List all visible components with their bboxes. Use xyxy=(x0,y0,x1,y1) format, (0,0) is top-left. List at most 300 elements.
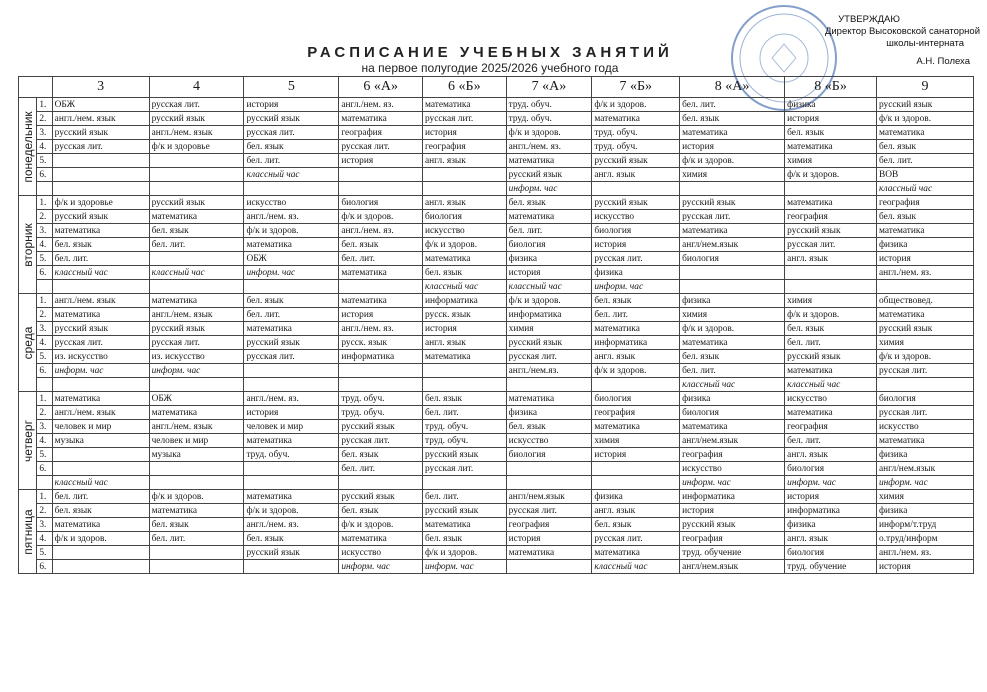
lesson-cell: англ. язык xyxy=(422,196,506,210)
day-label xyxy=(19,392,37,490)
lesson-cell: бел. лит. xyxy=(785,336,877,350)
lesson-cell: ОБЖ xyxy=(52,98,149,112)
lesson-number: 4. xyxy=(37,140,52,154)
lesson-cell: ф/к и здоров. xyxy=(244,504,339,518)
lesson-cell: ф/к и здоров. xyxy=(422,238,506,252)
lesson-cell: химия xyxy=(876,336,973,350)
lesson-cell: география xyxy=(680,448,785,462)
lesson-cell: информ/т.труд xyxy=(876,518,973,532)
day-label xyxy=(19,196,37,294)
lesson-cell xyxy=(422,378,506,392)
lesson-cell: математика xyxy=(592,420,680,434)
lesson-number xyxy=(37,476,52,490)
lesson-cell: русская лит. xyxy=(876,406,973,420)
lesson-cell: русский язык xyxy=(422,448,506,462)
approval-block xyxy=(750,14,980,68)
lesson-cell: англ/нем.язык xyxy=(680,434,785,448)
lesson-cell: география xyxy=(506,518,592,532)
class-header-cell: 4 xyxy=(149,77,244,98)
lesson-cell: математика xyxy=(422,518,506,532)
lesson-cell xyxy=(149,378,244,392)
lesson-cell: русский язык xyxy=(339,490,423,504)
lesson-cell xyxy=(52,378,149,392)
lesson-number: 1. xyxy=(37,196,52,210)
lesson-cell: труд. обуч. xyxy=(506,98,592,112)
class-header-cell: 3 xyxy=(52,77,149,98)
lesson-cell xyxy=(244,462,339,476)
lesson-cell: история xyxy=(680,140,785,154)
lesson-cell: математика xyxy=(785,406,877,420)
lesson-cell: информ. час xyxy=(422,560,506,574)
lesson-cell: англ./нем. яз. xyxy=(339,224,423,238)
lesson-cell: биология xyxy=(339,196,423,210)
lesson-cell: химия xyxy=(680,168,785,182)
lesson-row xyxy=(19,462,974,476)
lesson-cell: биология xyxy=(785,462,877,476)
lesson-cell: русская лит. xyxy=(244,126,339,140)
lesson-cell: история xyxy=(244,406,339,420)
lesson-cell: математика xyxy=(149,294,244,308)
lesson-cell xyxy=(592,476,680,490)
lesson-cell: классный час xyxy=(52,266,149,280)
lesson-row xyxy=(19,294,974,308)
lesson-cell: музыка xyxy=(149,448,244,462)
lesson-cell xyxy=(506,378,592,392)
lesson-cell: русская лит. xyxy=(52,140,149,154)
lesson-cell: математика xyxy=(876,126,973,140)
class-header-cell: 8 «Б» xyxy=(785,77,877,98)
lesson-cell: русский язык xyxy=(506,168,592,182)
lesson-row xyxy=(19,406,974,420)
lesson-cell: русский язык xyxy=(52,126,149,140)
lesson-number xyxy=(37,182,52,196)
lesson-cell: англ. язык xyxy=(592,350,680,364)
lesson-row xyxy=(19,532,974,546)
lesson-cell: математика xyxy=(506,392,592,406)
lesson-cell: математика xyxy=(506,546,592,560)
lesson-cell: биология xyxy=(876,392,973,406)
lesson-number: 1. xyxy=(37,392,52,406)
lesson-cell: математика xyxy=(339,112,423,126)
lesson-cell: русский язык xyxy=(785,350,877,364)
lesson-cell: труд. обучение xyxy=(680,546,785,560)
lesson-cell: бел. лит. xyxy=(592,308,680,322)
lesson-cell: труд. обучение xyxy=(785,560,877,574)
lesson-number: 3. xyxy=(37,518,52,532)
lesson-number: 1. xyxy=(37,98,52,112)
lesson-cell: ф/к и здоров. xyxy=(506,126,592,140)
lesson-number: 2. xyxy=(37,112,52,126)
lesson-cell: русская лит. xyxy=(506,504,592,518)
lesson-cell: англ./нем. язык xyxy=(149,126,244,140)
lesson-cell: математика xyxy=(506,210,592,224)
lesson-cell: математика xyxy=(422,350,506,364)
lesson-cell xyxy=(680,280,785,294)
lesson-cell xyxy=(506,476,592,490)
lesson-cell: русская лит. xyxy=(149,336,244,350)
lesson-cell xyxy=(785,280,877,294)
lesson-cell: русск. язык xyxy=(422,308,506,322)
lesson-cell: русский язык xyxy=(876,322,973,336)
lesson-cell: история xyxy=(244,98,339,112)
lesson-cell xyxy=(52,546,149,560)
lesson-cell xyxy=(52,154,149,168)
lesson-cell xyxy=(422,476,506,490)
day-name: вторник xyxy=(20,222,35,267)
lesson-cell: физика xyxy=(592,490,680,504)
lesson-cell: физика xyxy=(785,98,877,112)
lesson-cell xyxy=(149,476,244,490)
lesson-cell: ф/к и здоров. xyxy=(876,112,973,126)
lesson-row xyxy=(19,280,974,294)
lesson-cell xyxy=(876,378,973,392)
lesson-cell: математика xyxy=(785,196,877,210)
lesson-cell: информ. час xyxy=(680,476,785,490)
lesson-cell: математика xyxy=(52,308,149,322)
lesson-cell: ф/к и здоров. xyxy=(244,224,339,238)
lesson-cell: русский язык xyxy=(592,196,680,210)
lesson-cell: ОБЖ xyxy=(149,392,244,406)
lesson-cell: физика xyxy=(785,518,877,532)
lesson-cell: история xyxy=(506,266,592,280)
lesson-cell: искусство xyxy=(422,224,506,238)
lesson-cell: география xyxy=(785,420,877,434)
lesson-cell: классный час xyxy=(506,280,592,294)
lesson-cell: информатика xyxy=(506,308,592,322)
lesson-cell: человек и мир xyxy=(149,434,244,448)
lesson-cell: математика xyxy=(244,434,339,448)
lesson-cell: труд. обуч. xyxy=(592,126,680,140)
lesson-cell: русский язык xyxy=(680,518,785,532)
lesson-cell: физика xyxy=(876,238,973,252)
lesson-cell: англ./нем. яз. xyxy=(506,140,592,154)
lesson-cell: бел. лит. xyxy=(680,98,785,112)
lesson-cell: бел. лит. xyxy=(52,252,149,266)
lesson-cell xyxy=(339,378,423,392)
lesson-cell: ф/к и здоров. xyxy=(52,532,149,546)
lesson-cell: русский язык xyxy=(506,336,592,350)
lesson-cell xyxy=(785,182,877,196)
lesson-cell xyxy=(244,378,339,392)
lesson-cell: труд. обуч. xyxy=(339,406,423,420)
lesson-cell: бел. язык xyxy=(339,448,423,462)
lesson-cell: англ./нем. язык xyxy=(52,294,149,308)
lesson-number: 3. xyxy=(37,126,52,140)
lesson-cell: математика xyxy=(785,140,877,154)
lesson-row xyxy=(19,112,974,126)
lesson-cell xyxy=(339,168,423,182)
lesson-row xyxy=(19,252,974,266)
lesson-cell: биология xyxy=(680,252,785,266)
lesson-cell: англ./нем. яз. xyxy=(244,210,339,224)
lesson-cell: бел. язык xyxy=(876,140,973,154)
lesson-number: 2. xyxy=(37,504,52,518)
lesson-row xyxy=(19,350,974,364)
lesson-cell: ф/к и здоровье xyxy=(149,140,244,154)
lesson-cell: англ./нем. яз. xyxy=(339,322,423,336)
class-header-cell: 8 «А» xyxy=(680,77,785,98)
lesson-cell: бел. лит. xyxy=(785,434,877,448)
lesson-number: 2. xyxy=(37,406,52,420)
lesson-cell xyxy=(52,560,149,574)
lesson-cell: русская лит. xyxy=(339,434,423,448)
lesson-row xyxy=(19,518,974,532)
lesson-cell xyxy=(876,280,973,294)
lesson-cell: русский язык xyxy=(244,112,339,126)
lesson-number: 4. xyxy=(37,238,52,252)
lesson-cell: русская лит. xyxy=(506,350,592,364)
lesson-row xyxy=(19,210,974,224)
lesson-cell: химия xyxy=(785,154,877,168)
lesson-cell: математика xyxy=(680,126,785,140)
lesson-cell xyxy=(422,168,506,182)
lesson-cell xyxy=(244,476,339,490)
lesson-cell: информ. час xyxy=(244,266,339,280)
lesson-cell: англ./нем.яз. xyxy=(506,364,592,378)
lesson-cell: русская лит. xyxy=(244,350,339,364)
lesson-number: 6. xyxy=(37,560,52,574)
lesson-cell xyxy=(149,462,244,476)
lesson-cell: география xyxy=(680,532,785,546)
lesson-cell: математика xyxy=(149,504,244,518)
schedule-table xyxy=(18,76,974,574)
lesson-cell: математика xyxy=(52,518,149,532)
lesson-cell: англ./нем. язык xyxy=(52,112,149,126)
class-header-cell: 6 «Б» xyxy=(422,77,506,98)
lesson-cell: русский язык xyxy=(339,420,423,434)
lesson-cell: англ. язык xyxy=(785,252,877,266)
lesson-cell: биология xyxy=(592,224,680,238)
lesson-cell: информатика xyxy=(592,336,680,350)
lesson-cell: ф/к и здоров. xyxy=(785,308,877,322)
lesson-cell: ф/к и здоров. xyxy=(785,168,877,182)
lesson-cell: англ. язык xyxy=(592,168,680,182)
lesson-cell: ВОВ xyxy=(876,168,973,182)
lesson-cell: математика xyxy=(244,322,339,336)
lesson-cell xyxy=(785,266,877,280)
lesson-cell: бел. язык xyxy=(422,532,506,546)
lesson-number: 4. xyxy=(37,532,52,546)
lesson-cell: человек и мир xyxy=(52,420,149,434)
lesson-cell: ф/к и здоров. xyxy=(506,294,592,308)
lesson-cell: бел. лит. xyxy=(422,406,506,420)
lesson-cell: биология xyxy=(506,238,592,252)
lesson-cell: ф/к и здоров. xyxy=(149,490,244,504)
lesson-cell xyxy=(339,280,423,294)
lesson-cell: классный час xyxy=(422,280,506,294)
lesson-cell: человек и мир xyxy=(244,420,339,434)
lesson-number: 5. xyxy=(37,448,52,462)
lesson-cell: англ./нем. яз. xyxy=(244,518,339,532)
lesson-number: 4. xyxy=(37,434,52,448)
lesson-cell: бел. язык xyxy=(244,294,339,308)
lesson-cell: классный час xyxy=(680,378,785,392)
lesson-cell xyxy=(52,168,149,182)
lesson-row xyxy=(19,560,974,574)
lesson-cell xyxy=(680,266,785,280)
lesson-cell: англ./нем. яз. xyxy=(876,546,973,560)
lesson-number: 5. xyxy=(37,350,52,364)
lesson-number: 3. xyxy=(37,420,52,434)
lesson-cell: физика xyxy=(680,294,785,308)
lesson-cell: математика xyxy=(680,420,785,434)
lesson-cell: физика xyxy=(592,266,680,280)
lesson-cell: англ./нем. яз. xyxy=(339,98,423,112)
lesson-cell: англ./нем. язык xyxy=(52,406,149,420)
lesson-cell: русский язык xyxy=(149,112,244,126)
schedule-body xyxy=(19,98,974,574)
lesson-cell: обществовед. xyxy=(876,294,973,308)
lesson-cell: искусство xyxy=(506,434,592,448)
lesson-number: 2. xyxy=(37,308,52,322)
lesson-cell: англ/нем.язык xyxy=(680,560,785,574)
approval-title: УТВЕРЖДАЮ xyxy=(838,14,900,25)
lesson-row xyxy=(19,490,974,504)
class-header-cell: 9 xyxy=(876,77,973,98)
lesson-cell: информ. час xyxy=(149,364,244,378)
class-header-cell: 7 «А» xyxy=(506,77,592,98)
lesson-cell: русский язык xyxy=(52,210,149,224)
lesson-cell: математика xyxy=(149,406,244,420)
day-label xyxy=(19,294,37,392)
lesson-cell: англ. язык xyxy=(422,336,506,350)
lesson-cell: ф/к и здоров. xyxy=(680,322,785,336)
lesson-cell: музыка xyxy=(52,434,149,448)
lesson-row xyxy=(19,546,974,560)
lesson-cell: математика xyxy=(876,308,973,322)
lesson-number xyxy=(37,280,52,294)
lesson-cell xyxy=(339,476,423,490)
lesson-cell xyxy=(422,364,506,378)
lesson-number: 3. xyxy=(37,322,52,336)
lesson-cell xyxy=(149,182,244,196)
lesson-cell: ф/к и здоров. xyxy=(876,350,973,364)
lesson-cell: биология xyxy=(422,210,506,224)
lesson-cell: русская лит. xyxy=(52,336,149,350)
lesson-cell: информ. час xyxy=(52,364,149,378)
lesson-cell: труд. обуч. xyxy=(422,434,506,448)
lesson-cell xyxy=(244,182,339,196)
lesson-cell: физика xyxy=(876,448,973,462)
lesson-cell: бел. язык xyxy=(244,532,339,546)
lesson-cell: бел. язык xyxy=(506,420,592,434)
lesson-number: 5. xyxy=(37,252,52,266)
lesson-cell: русская лит. xyxy=(592,532,680,546)
lesson-cell: информ. час xyxy=(876,476,973,490)
lesson-cell: биология xyxy=(680,406,785,420)
lesson-cell: труд. обуч. xyxy=(506,112,592,126)
lesson-cell: англ. язык xyxy=(785,532,877,546)
lesson-cell: англ/нем.язык xyxy=(876,462,973,476)
lesson-cell: география xyxy=(592,406,680,420)
lesson-cell: англ./нем. язык xyxy=(149,420,244,434)
lesson-cell: математика xyxy=(244,490,339,504)
lesson-cell: русская лит. xyxy=(876,364,973,378)
lesson-cell: бел. язык xyxy=(592,518,680,532)
lesson-cell: история xyxy=(422,322,506,336)
lesson-cell: математика xyxy=(592,546,680,560)
document-title: РАСПИСАНИЕ УЧЕБНЫХ ЗАНЯТИЙ xyxy=(307,44,673,61)
lesson-cell: англ./нем. яз. xyxy=(876,266,973,280)
lesson-cell: математика xyxy=(339,294,423,308)
lesson-cell: история xyxy=(339,308,423,322)
lesson-cell: бел. лит. xyxy=(244,308,339,322)
lesson-cell xyxy=(149,280,244,294)
lesson-row xyxy=(19,140,974,154)
lesson-number: 6. xyxy=(37,364,52,378)
lesson-cell: информ. час xyxy=(785,476,877,490)
lesson-cell: биология xyxy=(592,392,680,406)
lesson-cell: англ./нем. яз. xyxy=(244,392,339,406)
lesson-cell: русская лит. xyxy=(422,112,506,126)
lesson-cell: бел. язык xyxy=(680,350,785,364)
lesson-cell: химия xyxy=(506,322,592,336)
lesson-cell: бел. язык xyxy=(876,210,973,224)
lesson-cell: физика xyxy=(506,406,592,420)
lesson-cell: география xyxy=(785,210,877,224)
lesson-row xyxy=(19,98,974,112)
class-header-cell: 5 xyxy=(244,77,339,98)
lesson-cell: ОБЖ xyxy=(244,252,339,266)
document-subtitle: на первое полугодие 2025/2026 учебного года xyxy=(361,61,619,75)
lesson-number: 4. xyxy=(37,336,52,350)
lesson-cell: химия xyxy=(785,294,877,308)
lesson-cell: русский язык xyxy=(876,98,973,112)
lesson-cell: русский язык xyxy=(244,336,339,350)
lesson-number: 3. xyxy=(37,224,52,238)
lesson-cell: классный час xyxy=(592,560,680,574)
approval-line2: школы-интерната xyxy=(886,38,964,49)
lesson-cell: математика xyxy=(592,112,680,126)
lesson-row xyxy=(19,392,974,406)
lesson-cell: труд. обуч. xyxy=(422,420,506,434)
lesson-row xyxy=(19,154,974,168)
lesson-cell: химия xyxy=(876,490,973,504)
lesson-cell: физика xyxy=(506,252,592,266)
lesson-cell: русская лит. xyxy=(785,238,877,252)
lesson-number: 6. xyxy=(37,266,52,280)
lesson-cell xyxy=(506,560,592,574)
lesson-cell: информ. час xyxy=(506,182,592,196)
lesson-cell: математика xyxy=(876,434,973,448)
lesson-cell: биология xyxy=(506,448,592,462)
lesson-cell: бел. язык xyxy=(592,294,680,308)
lesson-cell xyxy=(592,462,680,476)
lesson-cell xyxy=(52,462,149,476)
lesson-cell: русский язык xyxy=(680,196,785,210)
lesson-cell: труд. обуч. xyxy=(592,140,680,154)
lesson-cell: русская лит. xyxy=(592,252,680,266)
lesson-number: 6. xyxy=(37,168,52,182)
lesson-cell: информатика xyxy=(680,490,785,504)
lesson-cell: искусство xyxy=(592,210,680,224)
lesson-cell: история xyxy=(422,126,506,140)
lesson-cell: математика xyxy=(592,322,680,336)
lesson-row xyxy=(19,168,974,182)
lesson-cell: информатика xyxy=(785,504,877,518)
class-header-cell: 7 «Б» xyxy=(592,77,680,98)
lesson-cell: бел. язык xyxy=(149,518,244,532)
lesson-cell xyxy=(244,364,339,378)
lesson-cell: ф/к и здоров. xyxy=(680,154,785,168)
lesson-cell: математика xyxy=(244,238,339,252)
lesson-cell: из. искусство xyxy=(149,350,244,364)
lesson-cell: русская лит. xyxy=(680,210,785,224)
lesson-cell: бел. язык xyxy=(339,504,423,518)
lesson-cell: ф/к и здоров. xyxy=(592,364,680,378)
lesson-cell: биология xyxy=(785,546,877,560)
lesson-cell: химия xyxy=(680,308,785,322)
